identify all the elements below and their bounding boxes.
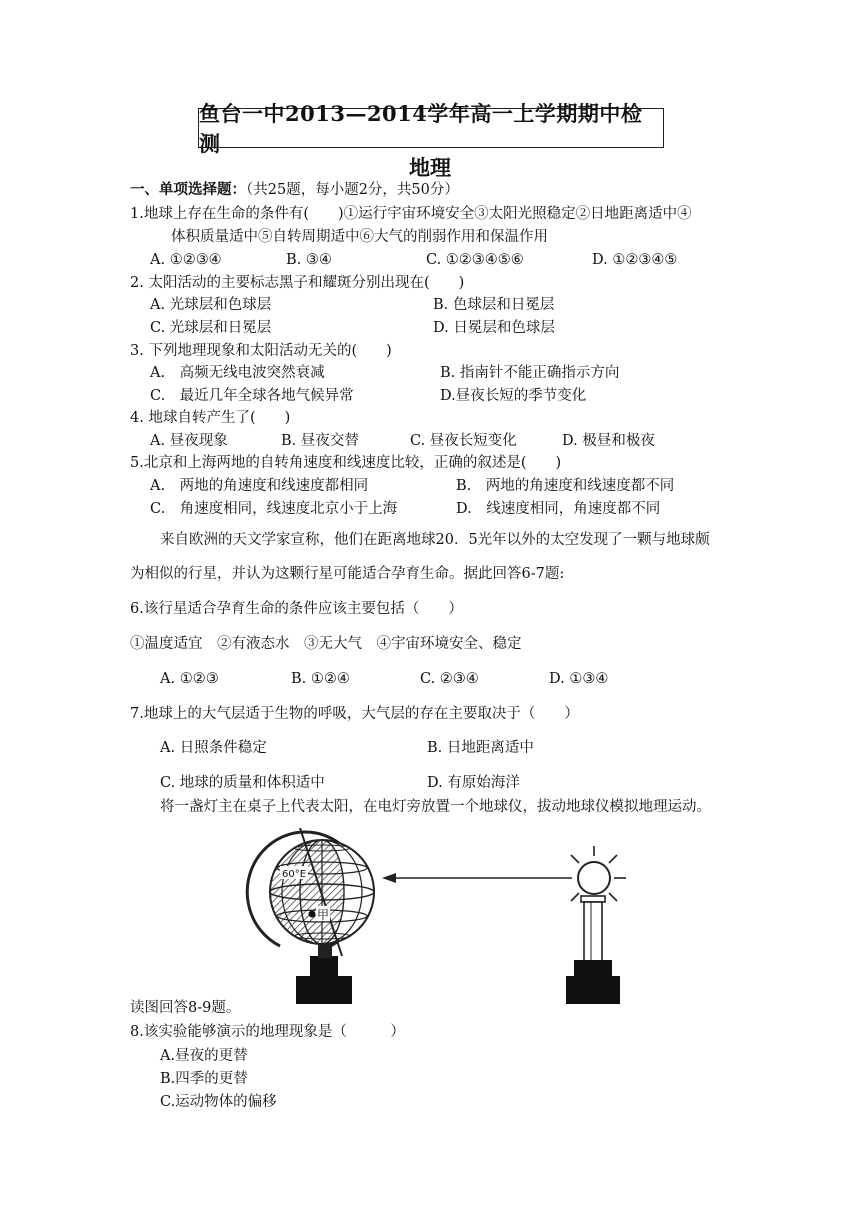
q6-option-d[interactable]: D. ①③④ [549,671,609,687]
q7-option-b[interactable]: B. 日地距离适中 [427,740,534,756]
q2-option-d[interactable]: D. 日冕层和色球层 [433,320,555,336]
q2-option-a[interactable]: A. 光球层和色球层 [150,297,272,313]
q6-option-c[interactable]: C. ②③④ [420,671,479,687]
point-jia-marker [309,911,316,918]
q6-option-b[interactable]: B. ①②④ [291,671,350,687]
q6-conditions: ①温度适宜 ②有液态水 ③无大气 ④宇宙环境安全、稳定 [130,636,522,652]
q8-option-b[interactable]: B.四季的更替 [160,1071,248,1087]
q3-option-c[interactable]: C. 最近几年全球各地气候异常 [150,388,354,404]
q1-option-d[interactable]: D. ①②③④⑤ [592,252,678,268]
q4-option-d[interactable]: D. 极昼和极夜 [562,433,655,449]
lamp-stand-base [566,976,620,1004]
q5-stem: 5.北京和上海两地的自转角速度和线速度比较，正确的叙述是( ) [130,455,562,471]
q5-option-c[interactable]: C. 角速度相同，线速度北京小于上海 [150,501,398,517]
q1-stem: 1.地球上存在生命的条件有( )①运行宇宙环境安全③太阳光照稳定②日地距离适中④ [130,206,692,222]
q1-option-a[interactable]: A. ①②③④ [150,252,222,268]
q3-option-d[interactable]: D.昼夜长短的季节变化 [440,388,587,404]
globe-label-60e: 60°E [282,869,307,880]
q5-option-a[interactable]: A. 两地的角速度和线速度都相同 [150,478,369,494]
q3-stem: 3. 下列地理现象和太阳活动无关的( ) [130,343,392,359]
q4-option-a[interactable]: A. 昼夜现象 [150,433,228,449]
subject-title: 地理 [409,155,451,180]
q3-option-a[interactable]: A. 高频无线电波突然衰减 [150,365,325,381]
q1-option-c[interactable]: C. ①②③④⑤⑥ [426,252,524,268]
exam-title-box [198,101,664,156]
q7-option-a[interactable]: A. 日照条件稳定 [160,740,267,756]
q4-option-b[interactable]: B. 昼夜交替 [281,433,359,449]
section-heading-line [130,180,459,200]
globe-lamp-figure [240,828,640,1004]
q4-stem: 4. 地球自转产生了( ) [130,410,291,426]
q8-option-c[interactable]: C.运动物体的偏移 [160,1094,277,1110]
q7-stem: 7.地球上的大气层适于生物的呼吸，大气层的存在主要取决于（ ） [130,706,579,722]
q6-option-a[interactable]: A. ①②③ [160,671,219,687]
exam-title: 鱼台一中2013—2014学年高一上学期期中检测 [199,101,643,156]
q5-option-b[interactable]: B. 两地的角速度和线速度都不同 [456,478,675,494]
light-arrowhead [382,873,396,883]
globe-stand-base [296,976,352,1004]
q3-option-b[interactable]: B. 指南针不能正确指示方向 [440,365,620,381]
q8-option-a[interactable]: A.昼夜的更替 [160,1048,248,1064]
q2-option-c[interactable]: C. 光球层和日冕层 [150,320,272,336]
passage1-line1: 来自欧洲的天文学家宣称，他们在距离地球20．5光年以外的太空发现了一颗与地球颇 [160,532,710,548]
section-heading: 一、单项选择题： [130,181,246,198]
q7-option-c[interactable]: C. 地球的质量和体积适中 [160,775,325,791]
q4-option-c[interactable]: C. 昼夜长短变化 [410,433,517,449]
globe-stand-neck [310,956,338,978]
point-jia-label: 甲 [317,908,330,922]
q8-stem: 8.该实验能够演示的地理现象是（ ） [130,1024,405,1040]
section-note: （共25题，每小题2分，共50分） [246,182,459,198]
lamp-bulb [578,862,610,894]
q5-option-d[interactable]: D. 线速度相同，角速度都不同 [456,501,661,517]
figure-caption: 读图回答8-9题。 [130,1000,241,1016]
passage1-line2: 为相似的行星，并认为这颗行星可能适合孕育生命。据此回答6-7题: [130,566,565,582]
q7-option-d[interactable]: D. 有原始海洋 [427,775,520,791]
q1-option-b[interactable]: B. ③④ [286,252,332,268]
q2-stem: 2. 太阳活动的主要标志黑子和耀斑分别出现在( ) [130,275,465,291]
q1-stem-cont: 体积质量适中⑤自转周期适中⑥大气的削弱作用和保温作用 [171,229,548,245]
passage2: 将一盏灯主在桌子上代表太阳，在电灯旁放置一个地球仪，拔动地球仪模拟地理运动。 [160,799,711,815]
q2-option-b[interactable]: B. 色球层和日冕层 [433,297,555,313]
q6-stem: 6.该行星适合孕育生命的条件应该主要包括（ ） [130,601,463,617]
